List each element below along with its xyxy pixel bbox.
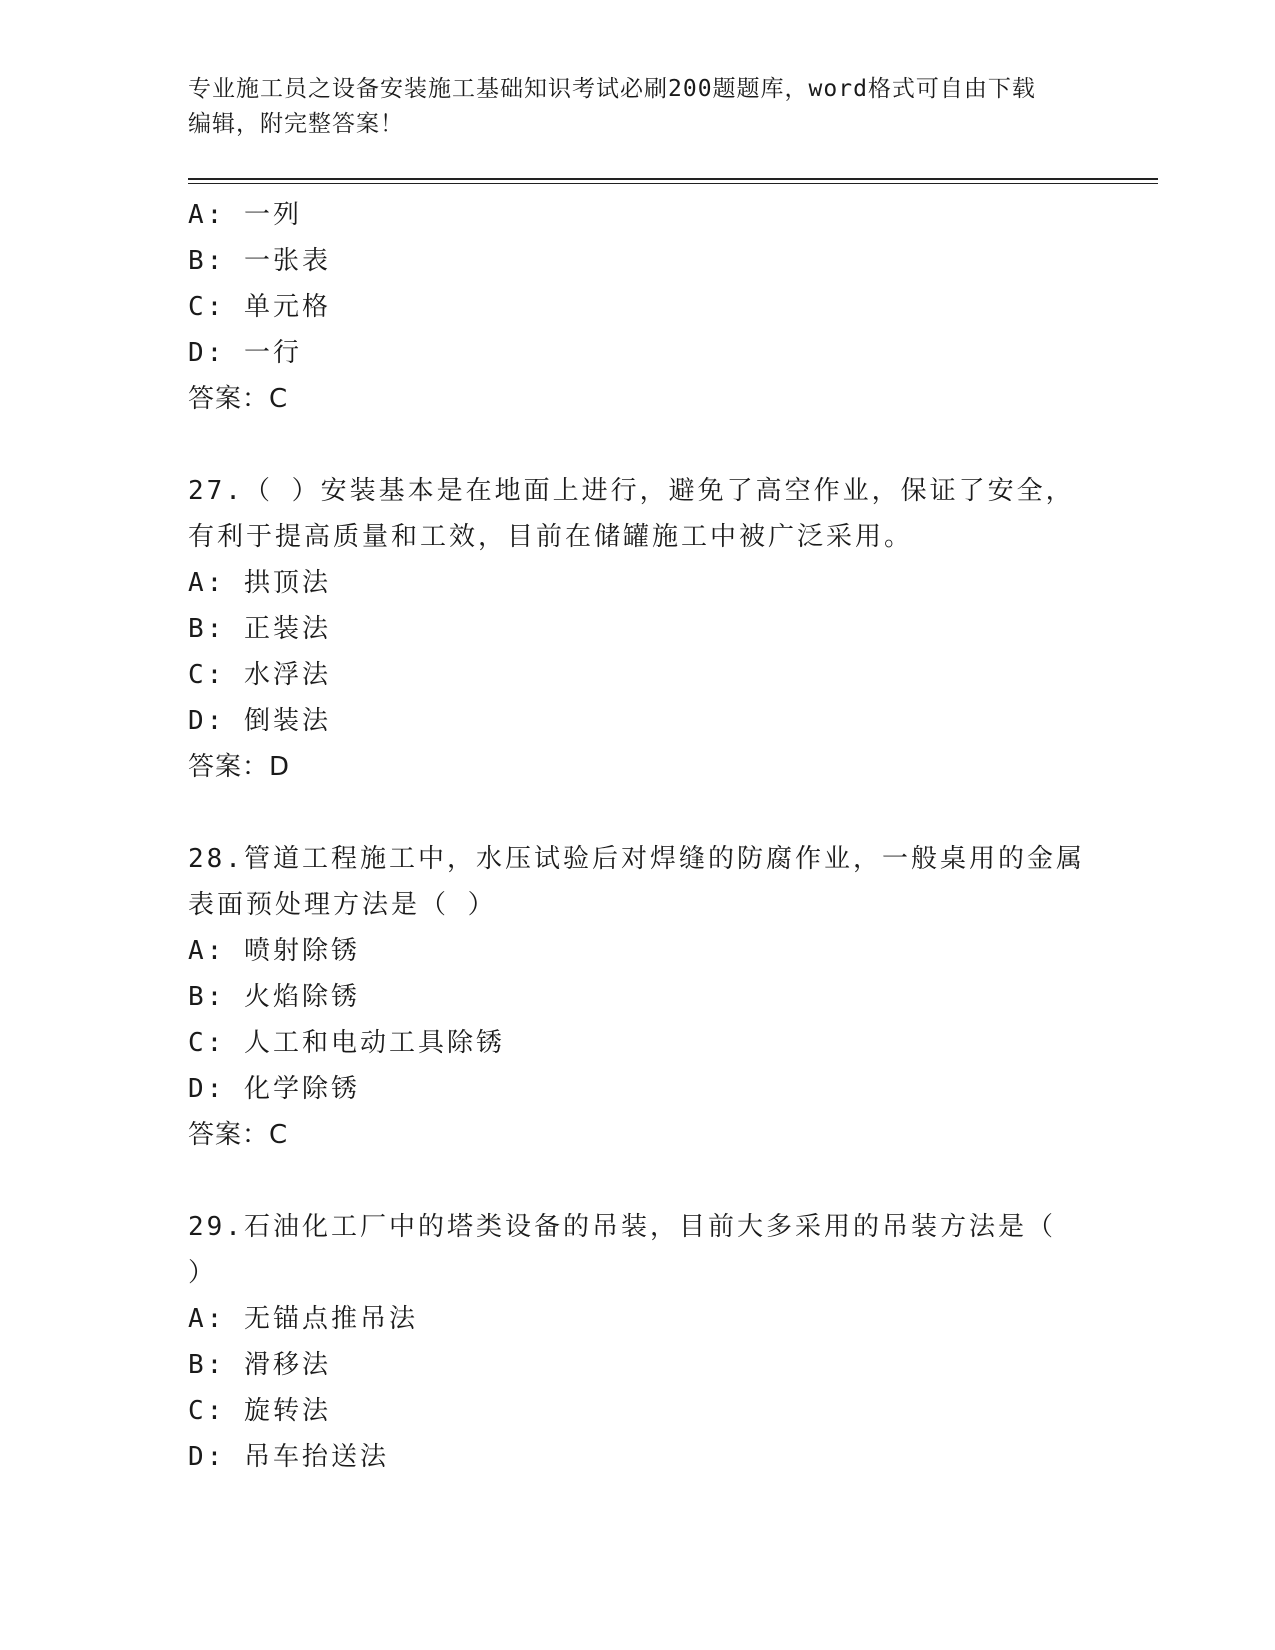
option-d: D: 一行 bbox=[188, 338, 302, 368]
option-d: D: 倒装法 bbox=[188, 706, 331, 736]
question-stem-line-2: 有利于提高质量和工效，目前在储罐施工中被广泛采用。 bbox=[188, 522, 914, 552]
question-29 bbox=[188, 1204, 1088, 1480]
header-divider-thick bbox=[188, 178, 1158, 180]
option-c: C: 单元格 bbox=[188, 292, 331, 322]
question-stem-line-1: 27.（ ）安装基本是在地面上进行，避免了高空作业，保证了安全， bbox=[188, 476, 1075, 506]
option-d: D: 化学除锈 bbox=[188, 1074, 360, 1104]
spacer bbox=[188, 1158, 1088, 1204]
header-divider-thin bbox=[188, 183, 1158, 184]
question-27 bbox=[188, 468, 1088, 790]
option-d: D: 吊车抬送法 bbox=[188, 1442, 389, 1472]
page-header bbox=[188, 72, 1068, 142]
question-stem-line-1: 28.管道工程施工中，水压试验后对焊缝的防腐作业，一般桌用的金属 bbox=[188, 844, 1085, 874]
option-c: C: 水浮法 bbox=[188, 660, 331, 690]
answer: 答案：D bbox=[188, 752, 291, 782]
option-a: A: 一列 bbox=[188, 200, 302, 230]
option-b: B: 火焰除锈 bbox=[188, 982, 360, 1012]
option-c: C: 旋转法 bbox=[188, 1396, 331, 1426]
question-stem-line-2: ） bbox=[188, 1258, 218, 1288]
option-a: A: 喷射除锈 bbox=[188, 936, 360, 966]
question-stem-line-2: 表面预处理方法是（ ） bbox=[188, 890, 497, 920]
answer: 答案：C bbox=[188, 1120, 289, 1150]
question-stem-line-1: 29.石油化工厂中的塔类设备的吊装，目前大多采用的吊装方法是（ bbox=[188, 1212, 1056, 1242]
option-c: C: 人工和电动工具除锈 bbox=[188, 1028, 505, 1058]
question-28 bbox=[188, 836, 1088, 1158]
option-b: B: 一张表 bbox=[188, 246, 331, 276]
spacer bbox=[188, 790, 1088, 836]
option-b: B: 正装法 bbox=[188, 614, 331, 644]
option-a: A: 无锚点推吊法 bbox=[188, 1304, 418, 1334]
question-26 bbox=[188, 192, 1088, 422]
option-b: B: 滑移法 bbox=[188, 1350, 331, 1380]
option-a: A: 拱顶法 bbox=[188, 568, 331, 598]
spacer bbox=[188, 422, 1088, 468]
question-list bbox=[188, 192, 1088, 1480]
answer: 答案：C bbox=[188, 384, 289, 414]
header-title-line-1: 专业施工员之设备安装施工基础知识考试必刷200题题库，word格式可自由下载 bbox=[188, 76, 1036, 102]
header-title-line-2: 编辑，附完整答案！ bbox=[188, 111, 404, 137]
